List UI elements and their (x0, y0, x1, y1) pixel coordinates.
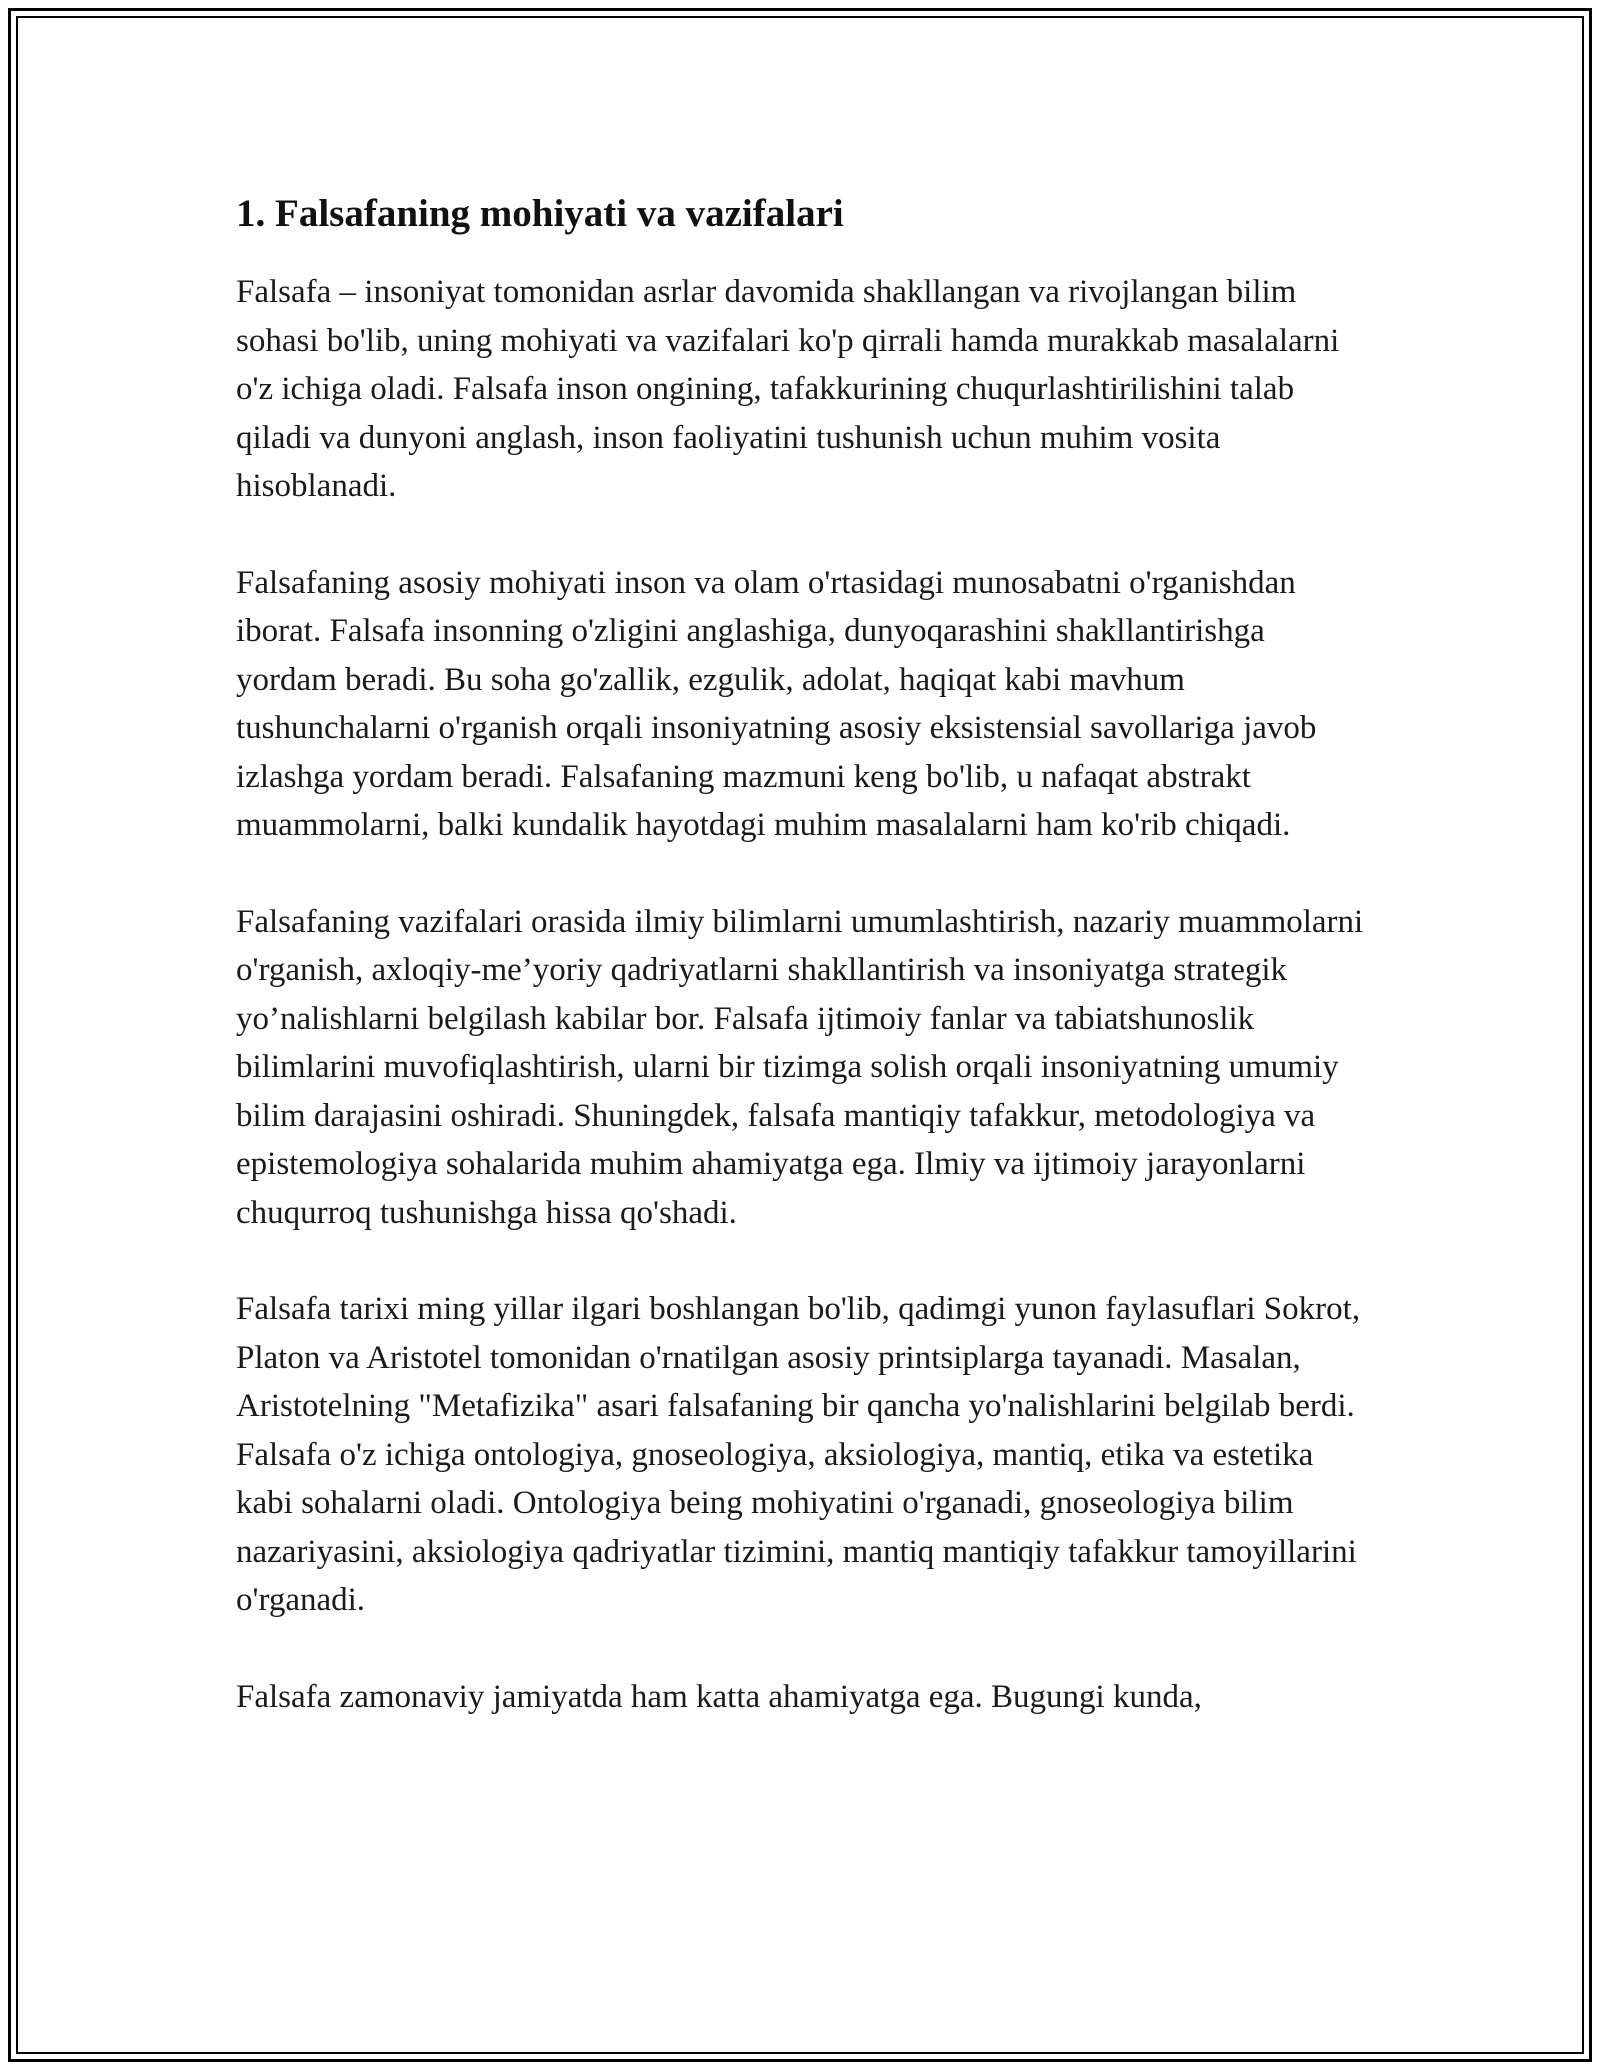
section-heading: 1. Falsafaning mohiyati va vazifalari (236, 192, 844, 235)
paragraph-3: Falsafaning vazifalari orasida ilmiy bilimlarni umumlashtirish, nazariy muammolarni o'rganish, axloqiy-me’yoriy qadriyatlarni shakllantirish va insoniyatga strategik yo’nalishlarni belgilash kabilar bor. Falsafa ijtimoiy fanlar va tabiatshunoslik bilimlarini muvofiqlashtirish, ularni bir tizimga solish orqali insoniyatning umumiy bilim darajasini oshiradi. Shuningdek, falsafa mantiqiy tafakkur, metodologiya va epistemologiya sohalarida muhim ahamiyatga ega. Ilmiy va ijtimoiy jarayonlarni chuqurroq tushunishga hissa qo'shadi. (236, 903, 1364, 1231)
paragraph-2: Falsafaning asosiy mohiyati inson va olam o'rtasidagi munosabatni o'rganishdan iborat. Falsafa insonning o'zligini anglashiga, dunyoqarashini shakllantirishga yordam beradi. Bu soha go'zallik, ezgulik, adolat, haqiqat kabi mavhum tushunchalarni o'rganish orqali insoniyatning asosiy eksistensial savollariga javob izlashga yordam beradi. Falsafaning mazmuni keng bo'lib, u nafaqat abstrakt muammolarni, balki kundalik hayotdagi muhim masalalarni ham ko'rib chiqadi. (236, 564, 1317, 843)
document-body (236, 186, 1366, 1769)
paragraph-5: Falsafa zamonaviy jamiyatda ham katta ahamiyatga ega. Bugungi kunda, (236, 1678, 1202, 1715)
paragraph-1: Falsafa – insoniyat tomonidan asrlar davomida shakllangan va rivojlangan bilim sohasi bo'lib, uning mohiyati va vazifalari ko'p qirrali hamda murakkab masalalarni o'z ichiga oladi. Falsafa inson ongining, tafakkurining chuqurlashtirilishini talab qiladi va dunyoni anglash, inson faoliyatini tushunish uchun muhim vosita hisoblanadi. (236, 274, 1340, 504)
paragraph-4: Falsafa tarixi ming yillar ilgari boshlangan bo'lib, qadimgi yunon faylasuflari Sokrot, Platon va Aristotel tomonidan o'rnatilgan asosiy printsiplarga tayanadi. Masalan, Aristotelning "Metafizika" asari falsafaning bir qancha yo'nalishlarini belgilab berdi. Falsafa o'z ichiga ontologiya, gnoseologiya, aksiologiya, mantiq, etika va estetika kabi sohalarni oladi. Ontologiya being mohiyatini o'rganadi, gnoseologiya bilim nazariyasini, aksiologiya qadriyatlar tizimini, mantiq mantiqiy tafakkur tamoyillarini o'rganadi. (236, 1291, 1361, 1618)
